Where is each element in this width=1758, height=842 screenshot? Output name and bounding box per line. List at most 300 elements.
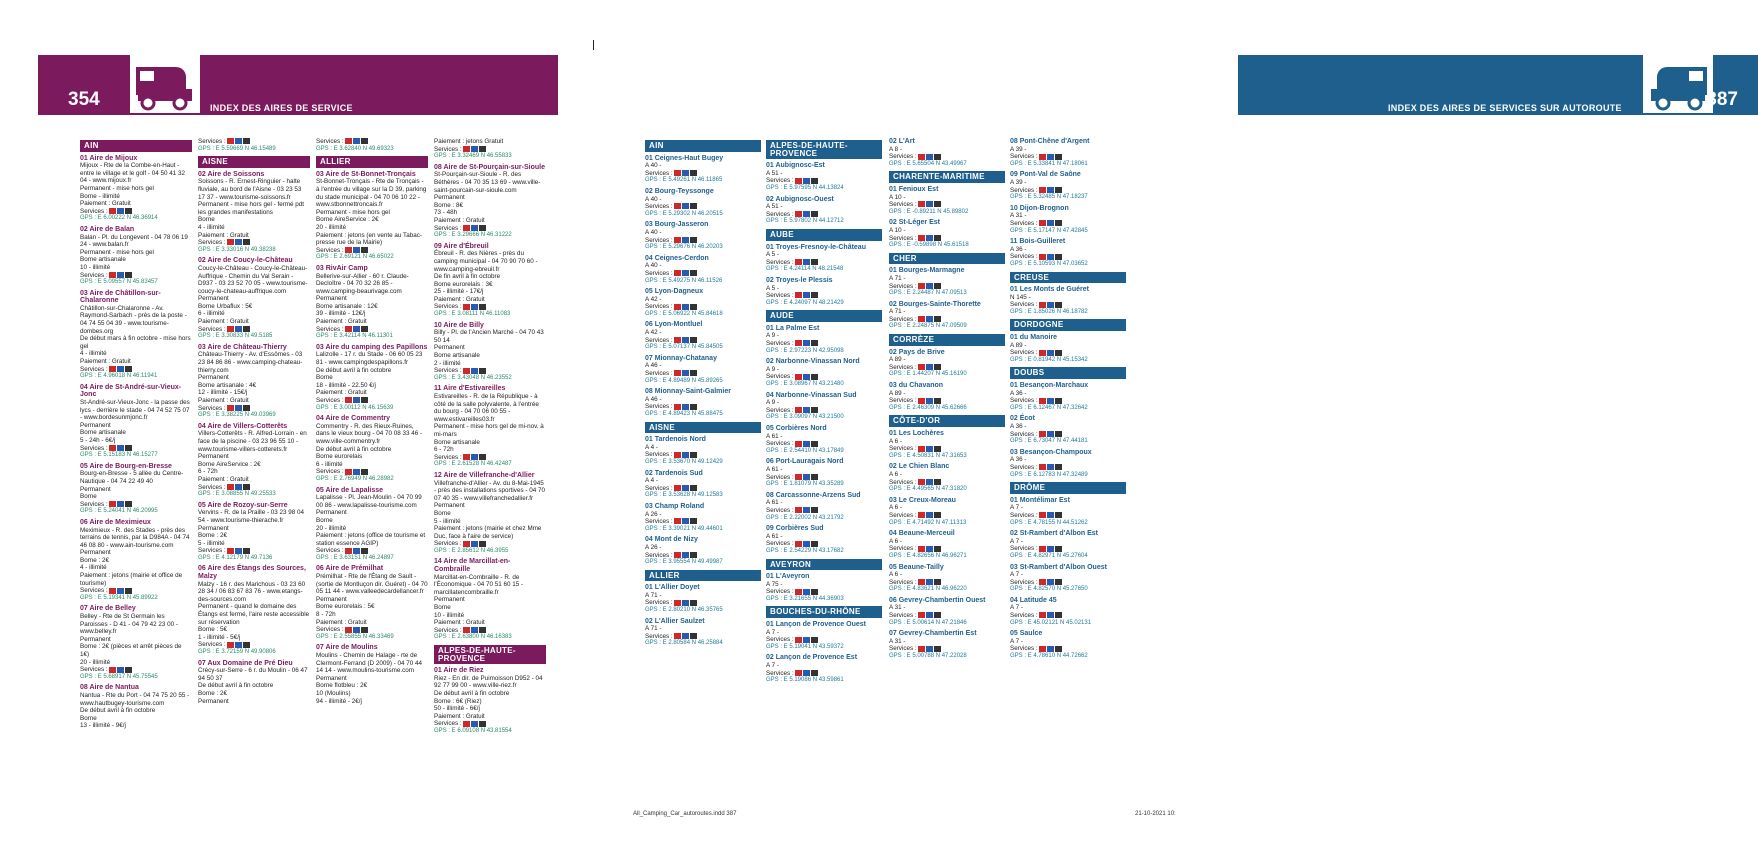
gps-coordinates: GPS : E 5.29302 N 46.20515: [645, 210, 723, 217]
service-area-entry: [198, 171, 310, 255]
service-area-detail: 39 - illimité - 12€/j: [316, 310, 366, 318]
service-pictogram-icon: [1047, 220, 1054, 226]
service-area-detail: 4 - illimité: [80, 350, 107, 358]
service-pictogram-icon: [674, 304, 681, 310]
service-pictogram-icon: [690, 600, 697, 606]
service-area-detail: Services :: [316, 397, 428, 405]
service-area-detail: Permanent: [80, 635, 111, 643]
service-pictogram-icon: [353, 469, 360, 475]
service-pictogram-icon: [674, 633, 681, 639]
service-area-entry: [645, 155, 761, 185]
service-area-detail: Services :: [645, 451, 761, 459]
service-area-detail: Permanent: [316, 295, 347, 303]
service-pictogram-icon: [674, 600, 681, 606]
service-area-entry: [1010, 630, 1126, 660]
gps-coordinates: GPS : E 3.33016 N 49.38238: [198, 246, 276, 253]
service-area-name: 05 Aire de Lapalisse: [316, 486, 384, 494]
gps-coordinates: GPS : E 3.63151 N 46.24897: [316, 554, 394, 561]
service-area-entry: [80, 519, 192, 603]
service-area-detail: Services :: [766, 373, 882, 381]
service-area-name: 05 Corbières Nord: [766, 425, 827, 432]
service-pictogram-icon: [811, 507, 818, 513]
service-pictogram-icon: [117, 272, 124, 278]
right-page-header: [1238, 55, 1758, 115]
service-area-name: 02 Bourges-Sainte-Thorette: [889, 300, 981, 308]
service-pictogram-icon: [1047, 254, 1054, 260]
service-area-name: 02 St-Léger Est: [889, 219, 940, 227]
service-area-name: 02 Troyes-le Plessis: [766, 276, 833, 284]
service-area-detail: Services :: [80, 272, 192, 280]
service-pictogram-icon: [361, 247, 368, 253]
service-area-detail: Commentry - R. des Rieux-Ruines, dans le vieux bourg - 04 70 08 33 46 - www.ville-commentry.fr: [316, 422, 423, 445]
page-header-title: INDEX DES AIRES DE SERVICE: [210, 103, 353, 113]
service-pictogram-icon: [934, 646, 941, 652]
region-section-header: CHARENTE-MARITIME: [889, 171, 1005, 183]
service-area-detail: De début avril à fin octobre: [434, 689, 510, 697]
service-area-detail: De début avril à fin octobre: [198, 682, 274, 690]
service-pictogram-icon: [1039, 187, 1046, 193]
service-pictogram-icon: [463, 721, 470, 727]
service-pictogram-icon: [227, 326, 234, 332]
service-area-detail: Permanent: [80, 421, 111, 429]
gps-coordinates: GPS : E 1.81079 N 43.35289: [766, 481, 844, 488]
service-area-detail: A 36 -: [1010, 423, 1027, 430]
service-pictogram-icon: [690, 633, 697, 639]
service-area-detail: Services :: [80, 666, 192, 674]
service-pictogram-icon: [795, 211, 802, 217]
service-area-detail: Services :: [1010, 545, 1126, 553]
service-pictogram-icon: [463, 627, 470, 633]
service-area-detail: Services :: [889, 445, 1005, 453]
service-area-name: 08 Pont-Chêne d'Argent: [1010, 138, 1090, 145]
service-pictogram-icon: [918, 579, 925, 585]
service-pictogram-icon: [795, 670, 802, 676]
service-area-detail: St-André-sur-Vieux-Jonc - la passe des lycs - derrière le stade - 04 74 52 75 07 - www.bordesunmjonc.fr: [80, 399, 190, 422]
service-area-detail: Borne : 6€ (Riez): [434, 697, 482, 705]
gps-coordinates: GPS : E 6.73047 N 47.44181: [1010, 438, 1088, 445]
service-pictogram-icon: [674, 370, 681, 376]
camper-van-icon: [1643, 55, 1713, 113]
service-area-detail: Permanent - quand le domaine des Étangs est fermé, l'aire reste accessible sur réservation: [198, 603, 310, 626]
service-area-detail: Paiement : Gratuit: [316, 318, 367, 326]
service-area-detail: A 6 -: [889, 437, 902, 445]
service-pictogram-icon: [1039, 546, 1046, 552]
service-pictogram-icon: [918, 479, 925, 485]
service-area-detail: De début mars à fin octobre - mise hors gel: [80, 335, 191, 350]
service-area-detail: Services :: [1010, 301, 1126, 309]
service-area-name: 06 Aire de Meximieux: [80, 518, 151, 526]
service-area-entry: [889, 186, 1005, 216]
service-area-detail: Paiement : Gratuit: [316, 618, 367, 626]
gps-coordinates: GPS : E 3.39021 N 49.44601: [645, 525, 723, 532]
service-pictogram-icon: [1055, 646, 1062, 652]
service-pictogram-icon: [682, 370, 689, 376]
service-area-name: 04 Aire de Commentry: [316, 415, 391, 423]
service-pictogram-icon: [1055, 350, 1062, 356]
service-pictogram-icon: [795, 507, 802, 513]
service-area-entry: [889, 463, 1005, 493]
service-area-detail: Paiement : Gratuit: [80, 358, 131, 366]
region-section-header: AIN: [645, 140, 761, 152]
service-pictogram-icon: [235, 484, 242, 490]
service-area-detail: Services :: [80, 501, 192, 509]
service-pictogram-icon: [235, 405, 242, 411]
service-pictogram-icon: [690, 170, 697, 176]
service-area-name: 04 Aire de Villers-Cotterêts: [198, 422, 288, 430]
service-pictogram-icon: [1055, 546, 1062, 552]
gps-coordinates: GPS : E 4.12179 N 49.7136: [198, 554, 273, 561]
service-pictogram-icon: [690, 203, 697, 209]
gps-coordinates: GPS : E 6.09108 N 43.81554: [434, 727, 512, 734]
service-area-entry: [434, 164, 546, 240]
service-pictogram-icon: [811, 670, 818, 676]
service-area-name: 02 Le Chien Blanc: [889, 463, 950, 471]
service-pictogram-icon: [345, 469, 352, 475]
service-pictogram-icon: [811, 407, 818, 413]
service-area-name: 09 Aire d'Ébreuil: [434, 242, 489, 250]
service-pictogram-icon: [934, 283, 941, 289]
service-area-detail: Paiement : jetons (mairie et office de tourisme): [80, 572, 183, 587]
service-pictogram-icon: [361, 397, 368, 403]
gps-coordinates: GPS : E 5.09557 N 45.83457: [80, 279, 158, 286]
service-pictogram-icon: [471, 454, 478, 460]
service-area-detail: Services :: [889, 479, 1005, 487]
service-area-name: 07 Mionnay-Chatanay: [645, 354, 717, 362]
service-area-detail: Services :: [198, 326, 310, 334]
service-pictogram-icon: [109, 667, 116, 673]
service-area-name: 04 Aire de St-André-sur-Vieux-Jonc: [80, 383, 182, 399]
service-area-entry: [645, 536, 761, 566]
service-area-name: 01 Fenioux Est: [889, 185, 939, 193]
service-area-detail: A 6 -: [889, 504, 902, 512]
gps-coordinates: GPS : E 4.71492 N 47.11313: [889, 519, 967, 526]
service-area-entry: [645, 503, 761, 533]
service-pictogram-icon: [227, 642, 234, 648]
service-area-name: 14 Aire de Marcillat-en-Combraille: [434, 558, 511, 574]
service-pictogram-icon: [227, 548, 234, 554]
service-area-entry: [889, 630, 1005, 660]
service-pictogram-icon: [479, 304, 486, 310]
gps-coordinates: GPS : E 5.07137 N 45.84505: [645, 344, 723, 351]
service-area-detail: Meximieux - R. des Stades - près des terrains de tennis, par la D984A - 04 74 46 08 80 - www.ain-tourisme.com: [80, 526, 190, 549]
service-pictogram-icon: [1039, 431, 1046, 437]
service-area-detail: Balan - Pl. du Longevent - 04 78 06 19 24 - www.balan.fr: [80, 233, 188, 249]
service-pictogram-icon: [463, 368, 470, 374]
service-pictogram-icon: [690, 485, 697, 491]
service-pictogram-icon: [117, 366, 124, 372]
print-footer-right: 21-10-2021 10:: [1135, 811, 1176, 817]
service-area-entry: [645, 618, 761, 648]
gps-coordinates: GPS : E 4.78155 N 44.51262: [1010, 519, 1088, 526]
service-area-entry: [645, 188, 761, 218]
service-pictogram-icon: [926, 612, 933, 618]
service-area-name: 02 Écot: [1010, 415, 1035, 423]
service-pictogram-icon: [353, 397, 360, 403]
service-pictogram-icon: [934, 579, 941, 585]
service-pictogram-icon: [1039, 612, 1046, 618]
service-pictogram-icon: [117, 588, 124, 594]
service-area-detail: A 5 -: [766, 284, 779, 292]
service-pictogram-icon: [471, 721, 478, 727]
region-section-header: DORDOGNE: [1010, 319, 1126, 331]
service-area-entry: [198, 502, 310, 563]
service-area-detail: Nantua - Rte du Port - 04 74 75 20 55 - www.hautbugey-tourisme.com: [80, 691, 190, 707]
service-pictogram-icon: [795, 474, 802, 480]
service-area-detail: Bellerive-sur-Allier - 60 r. Claude-Decloître - 04 70 32 26 85 - www.camping-beaurivage.com: [316, 272, 409, 295]
service-pictogram-icon: [926, 446, 933, 452]
service-pictogram-icon: [918, 398, 925, 404]
service-area-detail: Moulins - Chemin de Halage - rte de Clermont-Ferrand (D 2009) - 04 70 44 14 14 - www.moulins-tourisme.com: [316, 652, 423, 675]
service-pictogram-icon: [109, 208, 116, 214]
service-pictogram-icon: [803, 507, 810, 513]
service-pictogram-icon: [1039, 512, 1046, 518]
service-area-entry: [645, 355, 761, 385]
service-area-detail: A 7 -: [766, 662, 779, 670]
service-area-detail: Permanent: [198, 374, 229, 382]
service-pictogram-icon: [1047, 579, 1054, 585]
service-pictogram-icon: [243, 642, 250, 648]
service-area-entry: [1010, 286, 1126, 316]
service-area-detail: Services :: [434, 225, 546, 233]
index-column: [198, 138, 310, 708]
service-area-detail: A 40 -: [645, 162, 662, 170]
service-area-detail: A 8 -: [889, 145, 902, 153]
service-area-detail: A 4 -: [645, 443, 658, 451]
service-pictogram-icon: [803, 589, 810, 595]
service-area-detail: Paiement : jetons (office de tourisme et station essence AGIP): [316, 532, 426, 547]
service-pictogram-icon: [674, 270, 681, 276]
service-area-detail: Borne eurorelais : 3€: [434, 280, 493, 288]
service-area-detail: 6 - 72h: [434, 446, 454, 454]
service-pictogram-icon: [795, 637, 802, 643]
gps-coordinates: GPS : E 4.78610 N 44.72662: [1010, 653, 1088, 660]
service-area-detail: Services :: [889, 235, 1005, 243]
service-pictogram-icon: [795, 292, 802, 298]
service-area-entry: [1010, 449, 1126, 479]
service-pictogram-icon: [803, 407, 810, 413]
service-pictogram-icon: [345, 326, 352, 332]
service-area-entry: [434, 243, 546, 319]
service-area-detail: A 71 -: [645, 625, 662, 633]
service-area-entry: [198, 344, 310, 420]
service-area-detail: A 26 -: [645, 510, 662, 518]
gps-coordinates: GPS : E 6.12783 N 47.32489: [1010, 471, 1088, 478]
service-area-detail: Borne: [316, 374, 333, 382]
service-area-detail: Services :: [766, 507, 882, 515]
service-pictogram-icon: [934, 398, 941, 404]
gps-coordinates: GPS : E 3.53670 N 49.12429: [645, 458, 723, 465]
service-area-detail: Vervins - R. de la Praille - 03 23 98 04 54 - www.tourisme-thierache.fr: [198, 509, 305, 524]
service-pictogram-icon: [345, 548, 352, 554]
service-area-entry: [316, 265, 428, 341]
service-area-detail: Services :: [645, 303, 761, 311]
gps-coordinates: GPS : E 4.24114 N 48.21548: [766, 266, 844, 273]
service-area-detail: Services :: [1010, 612, 1126, 620]
print-footer-left: All_Camping_Car_autoroutes.indd 387: [633, 811, 737, 817]
service-pictogram-icon: [926, 546, 933, 552]
service-pictogram-icon: [803, 374, 810, 380]
service-pictogram-icon: [1047, 398, 1054, 404]
service-area-detail: De fin avril à fin octobre: [434, 273, 501, 281]
service-pictogram-icon: [1047, 350, 1054, 356]
service-area-detail: Services :: [316, 138, 428, 146]
service-pictogram-icon: [926, 154, 933, 160]
service-area-detail: Services :: [316, 326, 428, 334]
service-area-entry: [198, 257, 310, 341]
service-pictogram-icon: [109, 445, 116, 451]
service-area-name: 08 Aire de Nantua: [80, 684, 139, 692]
service-area-detail: A 42 -: [645, 329, 662, 337]
service-area-entry: [1010, 238, 1126, 268]
service-area-detail: A 40 -: [645, 262, 662, 270]
service-pictogram-icon: [795, 589, 802, 595]
service-area-detail: A 40 -: [645, 228, 662, 236]
gps-coordinates: GPS : E 3.53628 N 49.12583: [645, 492, 723, 499]
service-area-entry: [434, 322, 546, 383]
service-area-detail: Borne : 2€: [198, 532, 228, 540]
service-pictogram-icon: [1039, 220, 1046, 226]
service-area-name: 07 Gevrey-Chambertin Est: [889, 630, 977, 638]
service-area-name: 03 RivAir Camp: [316, 264, 368, 272]
region-section-header: ALLIER: [645, 570, 761, 582]
service-pictogram-icon: [926, 579, 933, 585]
service-area-entry: [766, 392, 882, 422]
service-pictogram-icon: [926, 364, 933, 370]
service-pictogram-icon: [479, 454, 486, 460]
service-area-entry: [434, 472, 546, 556]
service-area-detail: A 31 -: [1010, 212, 1027, 220]
service-pictogram-icon: [690, 304, 697, 310]
service-pictogram-icon: [934, 479, 941, 485]
service-area-name: 07 Aire de Moulins: [316, 644, 378, 652]
service-area-detail: A 39 -: [1010, 178, 1027, 186]
service-area-detail: 18 - illimité - 22.50 €/j: [316, 381, 376, 389]
service-pictogram-icon: [1047, 464, 1054, 470]
service-area-name: 02 Narbonne-Vinassan Nord: [766, 358, 860, 366]
service-area-detail: Services :: [645, 518, 761, 526]
region-section-header: AUDE: [766, 310, 882, 322]
gps-coordinates: GPS : E 4.82656 N 46.96271: [889, 552, 967, 559]
index-column: [766, 138, 882, 688]
service-area-entry: [766, 621, 882, 651]
service-area-detail: Borne artisanale: [80, 256, 126, 264]
gps-coordinates: GPS : E 6.00222 N 46.36914: [80, 215, 158, 222]
service-area-detail: Paiement : jetons Gratuit: [434, 138, 504, 145]
service-pictogram-icon: [125, 208, 132, 214]
service-area-name: 01 Bourges-Marmagne: [889, 267, 965, 275]
service-pictogram-icon: [674, 237, 681, 243]
service-area-name: 01 Les Lochères: [889, 430, 944, 437]
service-area-name: 04 Narbonne-Vinassan Sud: [766, 391, 857, 399]
service-pictogram-icon: [1047, 546, 1054, 552]
service-area-detail: Paiement : jetons (mairie et chez Mme Duc, face à l'aire de service): [434, 525, 542, 540]
gps-coordinates: GPS : E 5.19086 N 43.59861: [766, 677, 844, 684]
gps-coordinates: GPS : E 2.63800 N 46.16383: [434, 634, 512, 641]
service-area-detail: A 89 -: [889, 389, 906, 397]
gps-coordinates: GPS : E 0.81942 N 45.15342: [1010, 356, 1088, 363]
service-area-entry: [645, 321, 761, 351]
service-area-detail: Borne Urbaflux : 5€: [198, 302, 253, 310]
index-column: [1010, 138, 1126, 664]
service-area-detail: Borne artisanale: [80, 429, 126, 437]
service-area-entry: [434, 667, 546, 735]
service-area-detail: A 61 -: [766, 432, 783, 440]
service-pictogram-icon: [934, 446, 941, 452]
gps-coordinates: GPS : E 5.33841 N 47.18061: [1010, 160, 1088, 167]
service-area-detail: Services :: [889, 364, 1005, 372]
service-area-detail: Services :: [1010, 431, 1126, 439]
service-area-entry: [316, 344, 428, 412]
service-area-name: 01 Aire de Mijoux: [80, 154, 138, 162]
service-area-name: 08 Carcassonne-Arzens Sud: [766, 491, 861, 499]
gps-coordinates: GPS : E 3.08855 N 49.25533: [198, 491, 276, 498]
gps-coordinates: GPS : E 3.62840 N 49.69323: [316, 145, 394, 152]
service-pictogram-icon: [795, 374, 802, 380]
service-area-entry: [889, 382, 1005, 412]
gps-coordinates: GPS : E 5.00614 N 47.21846: [889, 619, 967, 626]
service-area-detail: 4 - illimité: [198, 223, 225, 231]
service-area-entry: [80, 384, 192, 460]
service-area-entry: [645, 470, 761, 500]
gps-coordinates: GPS : E 5.00788 N 47.22028: [889, 653, 967, 660]
service-pictogram-icon: [1055, 254, 1062, 260]
service-area-entry: [1010, 205, 1126, 235]
service-area-detail: A 4 -: [645, 477, 658, 485]
service-area-detail: Services :: [80, 366, 192, 374]
service-area-detail: Services :: [766, 474, 882, 482]
service-area-detail: A 7 -: [1010, 537, 1023, 545]
service-area-detail: Borne artisanale: [434, 352, 480, 360]
service-pictogram-icon: [1039, 646, 1046, 652]
service-area-detail: A 7 -: [1010, 571, 1023, 579]
service-pictogram-icon: [803, 259, 810, 265]
service-pictogram-icon: [803, 292, 810, 298]
service-area-name: 04 Mont de Nizy: [645, 536, 698, 544]
service-area-detail: Services :: [889, 612, 1005, 620]
service-area-detail: A 36 -: [1010, 245, 1027, 253]
service-area-detail: Permanent - mise hors gel: [80, 184, 154, 192]
service-area-detail: Permanent: [198, 295, 229, 303]
gps-coordinates: GPS : E -0.59898 N 45.61518: [889, 242, 969, 249]
service-area-detail: 12 - illimité - 15€/j: [198, 389, 248, 397]
service-pictogram-icon: [1047, 612, 1054, 618]
service-area-detail: Borne artisanale : 4€: [198, 381, 257, 389]
service-pictogram-icon: [1039, 350, 1046, 356]
service-area-detail: 20 - illimité: [80, 658, 111, 666]
service-area-detail: Borne : 8€: [434, 201, 464, 209]
service-pictogram-icon: [243, 326, 250, 332]
service-area-entry: [80, 463, 192, 516]
service-area-detail: A 39 -: [1010, 145, 1027, 153]
service-area-detail: Services :: [766, 407, 882, 415]
service-area-detail: Estivareilles - R. de la République - à côté de la salle polyvalente, à l'entrée du bourg - 04 70 06 00 55 - www.estivareilles03.fr: [434, 393, 539, 423]
region-section-header: AUBE: [766, 229, 882, 241]
service-area-detail: 50 - illimité - 6€/j: [434, 705, 480, 713]
service-area-detail: A 71 -: [645, 591, 662, 599]
service-area-entry: [1010, 597, 1126, 627]
service-area-detail: Permanent: [434, 344, 465, 352]
service-area-detail: 5 - illimité: [198, 539, 225, 547]
service-pictogram-icon: [690, 370, 697, 376]
service-area-name: 01 Montélimar Est: [1010, 496, 1070, 504]
service-area-detail: Riez - En dir. de Puimoisson D952 - 04 92 77 99 00 - www.ville-riez.fr: [434, 674, 543, 690]
service-pictogram-icon: [674, 452, 681, 458]
gps-coordinates: GPS : E 5.10593 N 47.03652: [1010, 260, 1088, 267]
service-area-detail: A 71 -: [889, 274, 906, 282]
service-area-detail: A 36 -: [1010, 389, 1027, 397]
service-area-detail: Paiement : Gratuit: [198, 397, 249, 404]
service-pictogram-icon: [109, 272, 116, 278]
